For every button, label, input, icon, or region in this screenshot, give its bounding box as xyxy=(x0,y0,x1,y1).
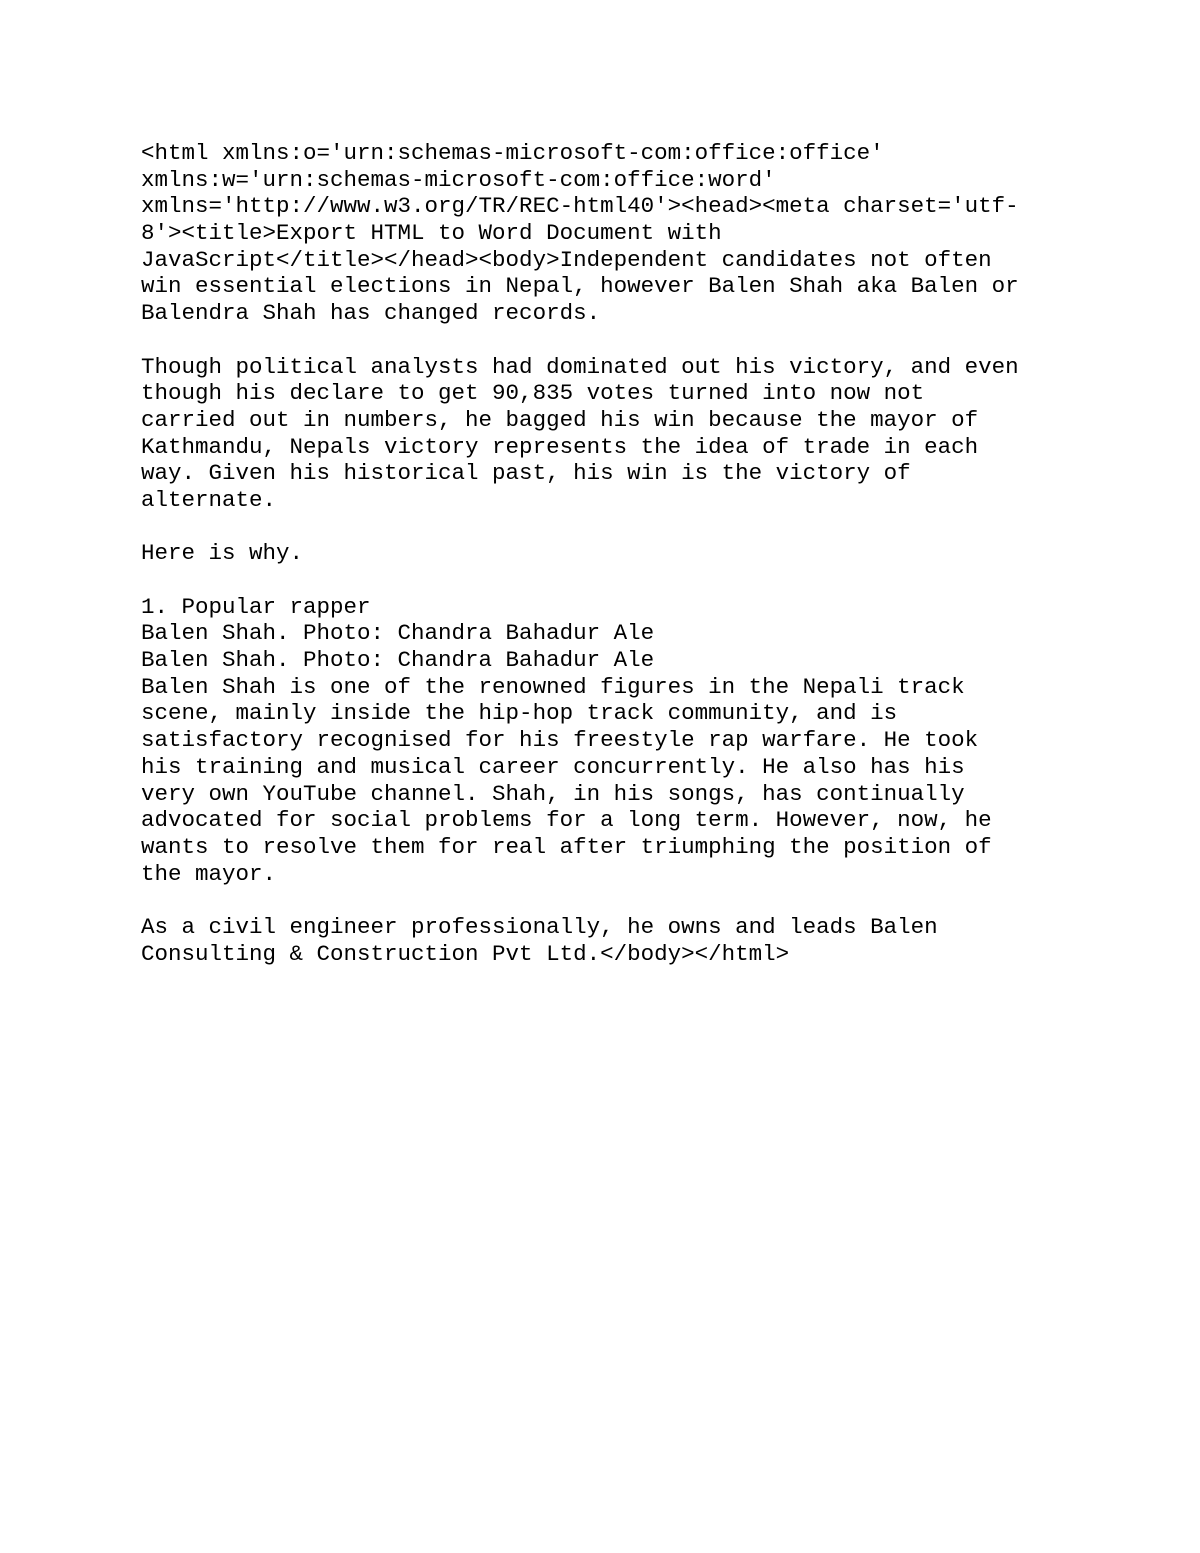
text-line: though his declare to get 90,835 votes turned into now not xyxy=(141,380,925,407)
blank-line xyxy=(141,327,1101,354)
text-line: carried out in numbers, he bagged his win because the mayor of xyxy=(141,406,979,433)
document-body-text xyxy=(141,140,1101,967)
photo-caption: Balen Shah. Photo: Chandra Bahadur Ale xyxy=(141,647,655,674)
text-line: Kathmandu, Nepals victory represents the idea of trade in each xyxy=(141,433,979,460)
blank-line xyxy=(141,887,1101,914)
text-line: Here is why. xyxy=(141,540,304,567)
text-line: wants to resolve them for real after triumphing the position of xyxy=(141,833,992,860)
text-line: xmlns='http://www.w3.org/TR/REC-html40'><head><meta charset='utf- xyxy=(141,193,1019,220)
text-line: win essential elections in Nepal, however Balen Shah aka Balen or xyxy=(141,273,1019,300)
text-line: way. Given his historical past, his win is the victory of xyxy=(141,460,911,487)
text-line: advocated for social problems for a long term. However, now, he xyxy=(141,807,992,834)
text-line: alternate. xyxy=(141,486,277,513)
text-line: <html xmlns:o='urn:schemas-microsoft-com:office:office' xyxy=(141,140,884,166)
text-line: xmlns:w='urn:schemas-microsoft-com:office:word' xyxy=(141,166,776,193)
text-line: very own YouTube channel. Shah, in his songs, has continually xyxy=(141,780,965,807)
text-line: the mayor. xyxy=(141,860,277,887)
text-line: 8'><title>Export HTML to Word Document with xyxy=(141,220,722,247)
text-line: As a civil engineer professionally, he owns and leads Balen xyxy=(141,913,938,940)
text-line: his training and musical career concurrently. He also has his xyxy=(141,753,965,780)
blank-line xyxy=(141,567,1101,594)
text-line: Balendra Shah has changed records. xyxy=(141,300,601,327)
text-line: scene, mainly inside the hip-hop track community, and is xyxy=(141,700,898,727)
section-heading: 1. Popular rapper xyxy=(141,593,371,620)
text-line: satisfactory recognised for his freestyle rap warfare. He took xyxy=(141,727,979,754)
blank-line xyxy=(141,514,1101,541)
photo-caption: Balen Shah. Photo: Chandra Bahadur Ale xyxy=(141,620,655,647)
text-line: Though political analysts had dominated out his victory, and even xyxy=(141,353,1019,380)
text-line: Balen Shah is one of the renowned figures in the Nepali track xyxy=(141,673,965,700)
text-line: JavaScript</title></head><body>Independent candidates not often xyxy=(141,246,992,273)
text-line: Consulting & Construction Pvt Ltd.</body></html> xyxy=(141,940,790,967)
